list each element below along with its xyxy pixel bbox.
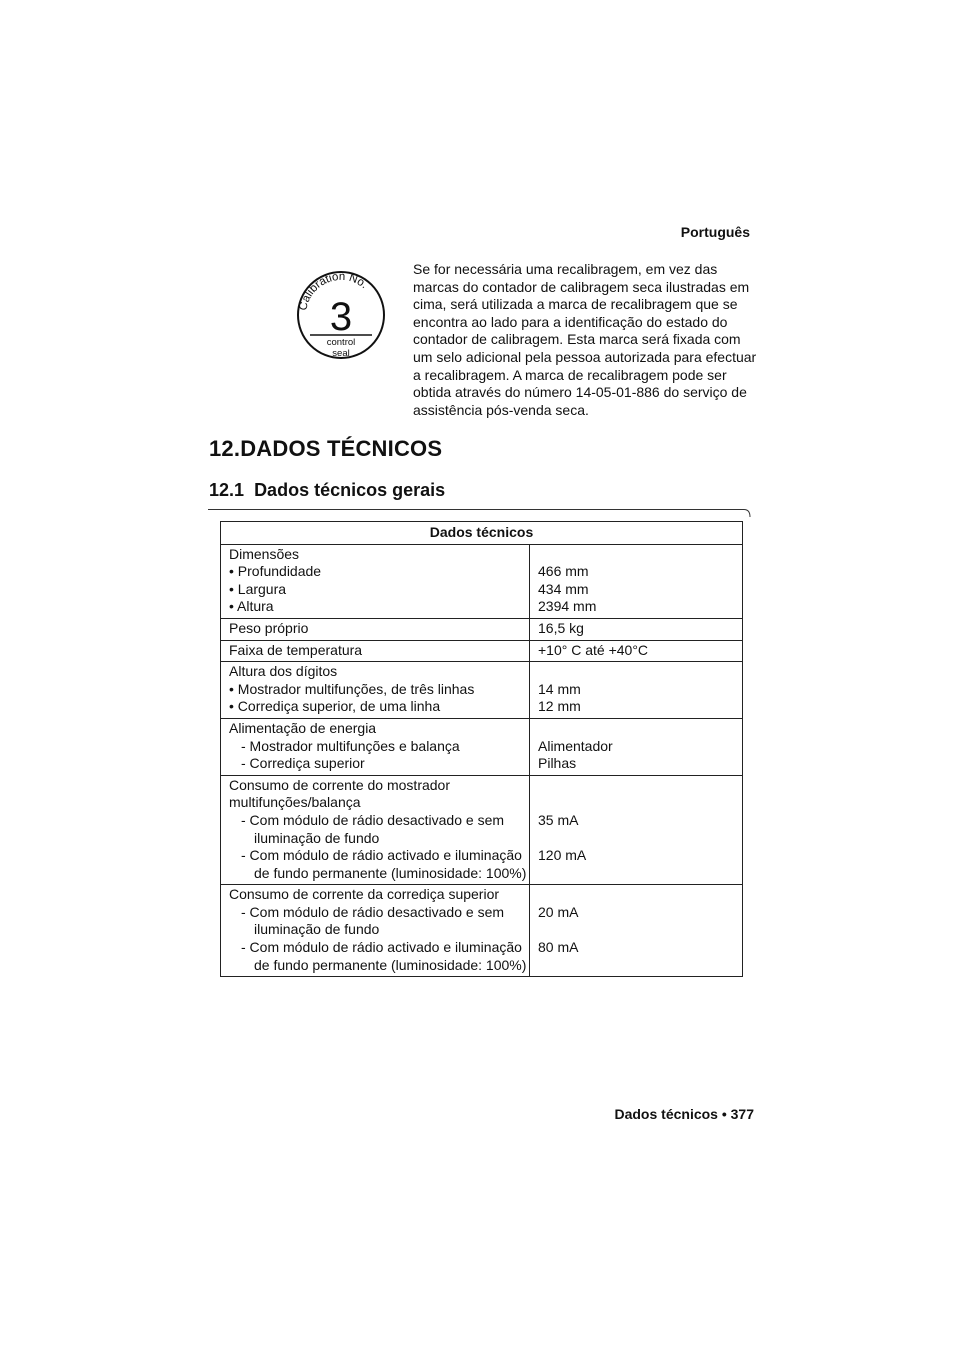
value-line: 16,5 kg <box>538 619 584 636</box>
label-line: • Largura <box>229 580 287 597</box>
table-cell-label <box>221 662 530 719</box>
table-row <box>221 718 743 775</box>
tech-data-table <box>220 521 743 977</box>
value-line <box>538 794 740 812</box>
value-line <box>538 663 740 681</box>
value-line: 80 mA <box>538 939 579 956</box>
table-cell-value <box>530 718 743 775</box>
label-line: • Profundidade <box>229 563 322 580</box>
table-cell-label <box>221 544 530 618</box>
label-line: - Mostrador multifunções e balança <box>241 737 460 754</box>
label-line: - Com módulo de rádio desactivado e sem iluminação de fundo <box>241 811 505 846</box>
value-line: Pilhas <box>538 755 577 772</box>
table-row <box>221 618 743 640</box>
label-line: • Corrediça superior, de uma linha <box>229 698 441 715</box>
value-line <box>538 777 740 795</box>
value-line: 14 mm <box>538 680 581 697</box>
table-cell-value <box>530 662 743 719</box>
intro-paragraph: Se for necessária uma recalibragem, em vez das marcas do contador de calibragem seca ilustradas em cima, será utilizada a marca de recalibragem que se encontra ao lado para a identificação do estado do contador de calibragem. Esta marca será fixada com um selo adicional pela pessoa autorizada para efectuar a recalibragem. A marca de recalibragem pode ser obtida através do número 14-05-01-886 do serviço de assistência pós-venda seca. <box>413 261 757 418</box>
table-row <box>221 885 743 977</box>
value-line: 20 mA <box>538 903 579 920</box>
label-line: Consumo de corrente da corrediça superior <box>229 886 500 903</box>
table-header: Dados técnicos <box>221 522 743 545</box>
calibration-seal-icon <box>296 270 386 360</box>
seal-control-text: control <box>326 337 356 348</box>
value-line <box>538 546 740 564</box>
label-line: Dimensões <box>229 545 300 562</box>
label-line: - Com módulo de rádio activado e iluminação de fundo permanente (luminosidade: 100%) <box>241 939 527 973</box>
seal-seal-text: seal <box>332 348 350 359</box>
table-cell-value <box>530 885 743 977</box>
subsection-heading <box>209 480 445 501</box>
heading-rule <box>208 508 752 520</box>
value-line <box>538 957 740 975</box>
seal-arc-text: Calibration No. <box>297 270 370 312</box>
value-line: +10° C até +40°C <box>538 641 649 658</box>
value-line: 120 mA <box>538 847 587 864</box>
table-cell-label <box>221 640 530 662</box>
table-row <box>221 662 743 719</box>
language-label: Português <box>680 224 750 240</box>
label-line: Peso próprio <box>229 619 309 636</box>
table-cell-value <box>530 544 743 618</box>
label-line: Faixa de temperatura <box>229 641 363 658</box>
value-line: 35 mA <box>538 811 579 828</box>
value-line <box>538 886 740 904</box>
label-line: Consumo de corrente do mostrador multifunções/balança <box>229 776 450 811</box>
seal-number: 3 <box>329 295 353 339</box>
value-line <box>538 720 740 738</box>
table-cell-label <box>221 885 530 977</box>
subsection-number: 12.1 <box>209 480 245 500</box>
table-header-row <box>221 522 743 545</box>
value-line: 12 mm <box>538 698 581 715</box>
value-line: 434 mm <box>538 580 589 597</box>
section-number: 12. <box>209 436 241 461</box>
table-body <box>221 544 743 977</box>
table-cell-label <box>221 618 530 640</box>
table-cell-label <box>221 718 530 775</box>
label-line: Alimentação de energia <box>229 719 377 736</box>
value-line <box>538 921 740 939</box>
page-footer: Dados técnicos • 377 <box>614 1106 754 1122</box>
label-line: - Com módulo de rádio activado e iluminação de fundo permanente (luminosidade: 100%) <box>241 847 527 881</box>
value-line: 466 mm <box>538 563 589 580</box>
table-row <box>221 640 743 662</box>
label-line: - Corrediça superior <box>241 755 365 772</box>
table-cell-label <box>221 775 530 885</box>
table-row <box>221 775 743 885</box>
section-heading <box>209 436 442 462</box>
table-row <box>221 544 743 618</box>
label-line: • Mostrador multifunções, de três linhas <box>229 680 475 697</box>
table-cell-value <box>530 618 743 640</box>
table-cell-value <box>530 640 743 662</box>
value-line: Alimentador <box>538 737 613 754</box>
table-cell-value <box>530 775 743 885</box>
label-line: • Altura <box>229 598 274 615</box>
label-line: - Com módulo de rádio desactivado e sem iluminação de fundo <box>241 903 505 938</box>
value-line: 2394 mm <box>538 598 597 615</box>
value-line <box>538 830 740 848</box>
section-title: DADOS TÉCNICOS <box>240 436 443 461</box>
subsection-title: Dados técnicos gerais <box>254 480 446 500</box>
label-line: Altura dos dígitos <box>229 663 338 680</box>
